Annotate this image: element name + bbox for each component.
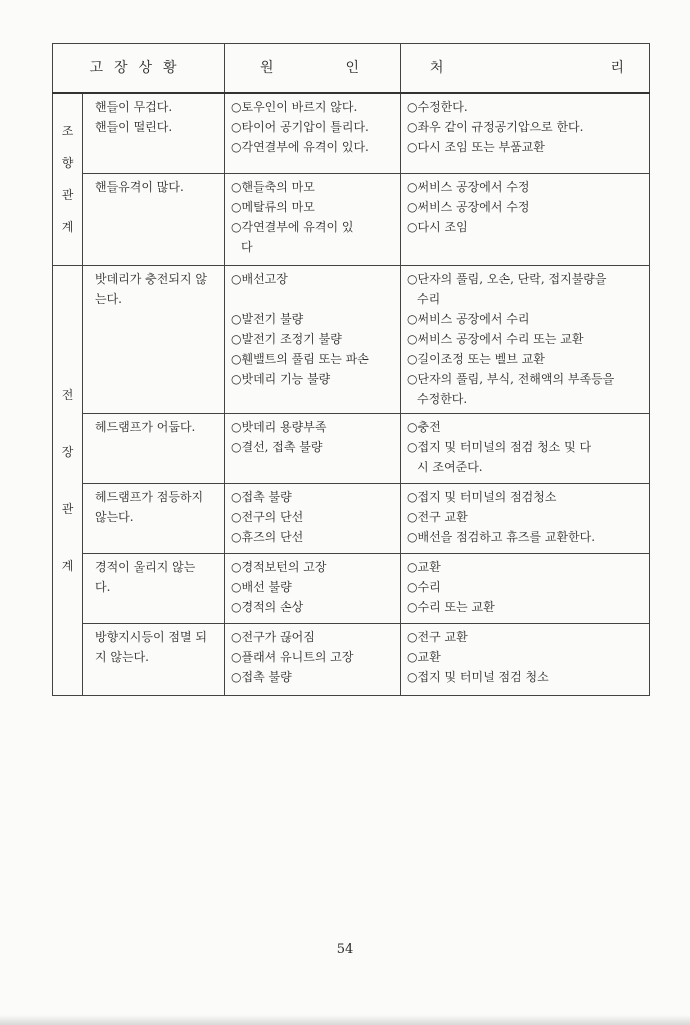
remedy-cell: ○충전 ○접지 및 터미널의 점검 청소 및 다 시 조여준다.	[401, 413, 650, 483]
table-row	[53, 413, 650, 483]
category-steering: 조 향 관 계	[53, 93, 83, 265]
remedy-cell: ○단자의 풀림, 오손, 단락, 접지불량을 수리 ○써비스 공장에서 수리 ○써비스 공장에서 수리 또는 교환 ○길이조정 또는 벨브 교환 ○단자의 풀림, 부식, 전해액의 부족등을 수정한다.	[401, 265, 650, 413]
header-cause-char-2: 인	[345, 60, 360, 76]
cause-cell: ○경적보턴의 고장 ○배선 불량 ○경적의 손상	[225, 553, 401, 623]
symptom-cell: 핸들유격이 많다.	[83, 173, 225, 265]
header-remedy	[401, 44, 650, 94]
remedy-cell: ○수정한다. ○좌우 같이 규정공기압으로 한다. ○다시 조임 또는 부품교환	[401, 93, 650, 173]
cause-cell: ○배선고장 ○발전기 불량 ○발전기 조정기 불량 ○휀밸트의 풀림 또는 파손 ○밧데리 기능 불량	[225, 265, 401, 413]
symptom-cell: 헤드램프가 어둡다.	[83, 413, 225, 483]
remedy-cell: ○전구 교환 ○교환 ○접지 및 터미널 점검 청소	[401, 623, 650, 695]
header-remedy-char-2: 리	[610, 60, 625, 76]
cause-cell: ○밧데리 용량부족 ○결선, 접촉 불량	[225, 413, 401, 483]
header-remedy-char-1: 처	[430, 60, 444, 76]
cause-cell: ○토우인이 바르지 않다. ○타이어 공기압이 틀리다. ○각연결부에 유격이 있다.	[225, 93, 401, 173]
table-row	[53, 173, 650, 265]
symptom-cell: 핸들이 무겁다. 핸들이 떨린다.	[83, 93, 225, 173]
category-electrical: 전 장 관 계	[53, 265, 83, 695]
remedy-cell: ○교환 ○수리 ○수리 또는 교환	[401, 553, 650, 623]
cause-cell: ○핸들축의 마모 ○메탈류의 마모 ○각연결부에 유격이 있 다	[225, 173, 401, 265]
remedy-cell: ○써비스 공장에서 수정 ○써비스 공장에서 수정 ○다시 조임	[401, 173, 650, 265]
header-cause	[225, 44, 401, 94]
header-situation: 고장상황	[53, 44, 225, 94]
page-number: 54	[336, 942, 354, 957]
symptom-cell: 헤드램프가 점등하지 않는다.	[83, 483, 225, 553]
scan-edge-shadow	[0, 1015, 690, 1025]
table-row	[53, 265, 650, 413]
table-row	[53, 483, 650, 553]
symptom-cell: 방향지시등이 점멸 되 지 않는다.	[83, 623, 225, 695]
header-cause-char-1: 원	[260, 60, 274, 76]
header-row	[53, 44, 650, 94]
remedy-cell: ○접지 및 터미널의 점검청소 ○전구 교환 ○배선을 점검하고 휴즈를 교환한다.	[401, 483, 650, 553]
table-row	[53, 553, 650, 623]
table-row	[53, 93, 650, 173]
symptom-cell: 밧데리가 충전되지 않 는다.	[83, 265, 225, 413]
table-row	[53, 623, 650, 695]
trouble-table	[52, 43, 650, 696]
symptom-cell: 경적이 울리지 않는 다.	[83, 553, 225, 623]
cause-cell: ○접촉 불량 ○전구의 단선 ○휴즈의 단선	[225, 483, 401, 553]
cause-cell: ○전구가 끊어짐 ○플래셔 유니트의 고장 ○접촉 불량	[225, 623, 401, 695]
